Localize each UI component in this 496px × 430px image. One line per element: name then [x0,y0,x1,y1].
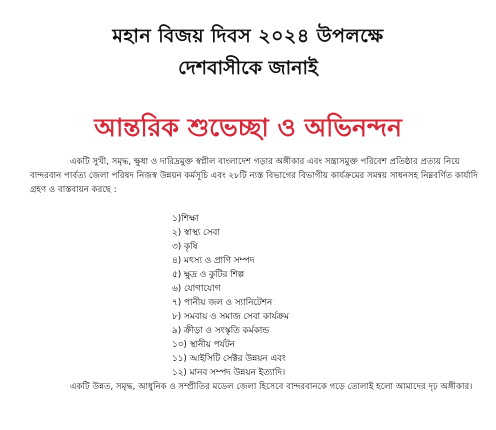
list-item: ১২) মানব সম্পদ উন্নয়ন ইত্যাদি। [172,368,286,378]
closing-paragraph: একটি উন্নত, সমৃদ্ধ, আধুনিক ও সম্প্রীতির মডেল জেলা হিসেবে বান্দরবানকে গড়ে তোলাই হলো আমাদের দৃঢ় অঙ্গীকার। [70,382,473,392]
list-item: ১০) স্থানীয় পর্যটন [172,340,235,350]
list-item: ৪) মৎস্য ও প্রাণি সম্পদ [172,256,255,266]
list-item: ৬) যোগাযোগ [172,284,221,294]
list-item: ২) স্বাস্থ্য সেবা [172,228,220,238]
list-item: ৯) ক্রীড়া ও সংস্কৃতি কর্মকান্ড [172,326,270,336]
list-item: ১)শিক্ষা [172,214,199,224]
heading-line-2: দেশবাসীকে জানাই [178,57,318,79]
list-item: ৭) পানীয় জল ও স্যানিটেশন [172,298,273,308]
list-item: ৮) সমবায় ও সমাজ সেবা কার্যক্রম [172,312,289,322]
heading-line-1: মহান বিজয় দিবস ২০২৪ উপলক্ষে [112,25,384,47]
list-item: ৩) কৃষি [172,242,198,252]
list-item: ৫) ক্ষুদ্র ও কুটির শিল্প [172,270,245,280]
intro-paragraph: একটি সুখী, সমৃদ্ধ, ক্ষুধা ও দারিদ্রমুক্ত স্বপ্নীল বাংলাদেশ গড়ার অঙ্গীকার এবং সন্ত্রাসমুক্ত পরিবেশ প্রতিষ্ঠার প্রত্যয় নিয়ে বান্দরবান পার্বত্য জেলা পরিষদ নিজস্ব উন্নয়ন কর্মসূচি এবং ২৮টি ন্যস্ত বিভাগের বিভাগীয় কার্যক্রমের সমন্বয় সাধনসহ নিম্নবর্ণিত কার্যাদি গ্রহণ ও বাস্তবায়ন করছে : [30,157,478,195]
greeting-title: আন্তরিক শুভেচ্ছা ও অভিনন্দন [94,113,402,142]
list-item: ১১) আইসিটি সেক্টর উন্নয়ন এবং [172,354,286,364]
